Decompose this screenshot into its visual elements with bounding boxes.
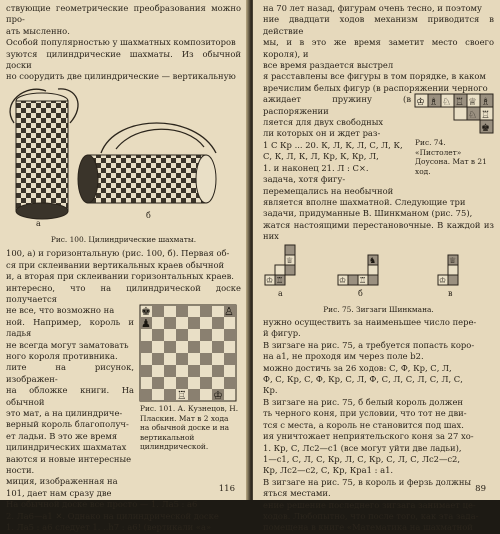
text-line: 2. Ла6—а1 ✕. Однако на цилиндрической доске	[6, 510, 219, 521]
figure-74-caption: Рис. 74. «Пистолет» Доусона. Мат в 21 ход.	[415, 138, 487, 176]
figure-101	[140, 305, 240, 499]
text-line: ся при склеивании вертикальных краев обычной	[6, 259, 225, 270]
right-page	[253, 0, 500, 533]
svg-text:♔: ♔	[339, 275, 347, 285]
chess-piece-icon: ♟	[141, 317, 151, 331]
text-line: цилиндрических шахматах	[6, 442, 127, 453]
text-line: миция, изображенная на	[6, 476, 118, 487]
svg-text:♕: ♕	[286, 255, 294, 265]
svg-text:♕: ♕	[449, 255, 457, 265]
svg-text:♗: ♗	[429, 97, 439, 109]
right-top-block	[263, 3, 494, 94]
text-line: зуются цилиндрические шахматы. Из обычной доски	[6, 48, 241, 71]
svg-text:♘: ♘	[468, 110, 478, 122]
chess-piece-icon: ♖	[177, 389, 187, 403]
text-line: Ф, С, Кр, С, Ф, Кр, С, Л, Ф, С, Л, С, Л, С, Л, С,	[263, 374, 463, 385]
text-line: перемещались на необычной	[263, 185, 394, 196]
text-line: является вполне шахматной. Следующие три	[263, 196, 466, 207]
text-line: мы, и в это же время заметит место своего короля), и	[263, 37, 494, 59]
text-line: й фигур.	[263, 328, 301, 339]
svg-text:♖: ♖	[481, 110, 491, 122]
text-line: 1. и наконец 21. Л : С×.	[263, 162, 369, 173]
figure-100	[6, 83, 241, 233]
text-line: я расставлены все фигуры в том порядке, в каком	[263, 71, 486, 82]
text-line: ть черного коня, при условии, что тот не дви-	[263, 408, 467, 419]
text-line: все время раздается выстрел	[263, 60, 394, 71]
text-line: Особой популярностью у шахматных композиторов	[6, 37, 236, 48]
text-line: В зигзаге на рис. 75, а требуется попасть коро-	[263, 339, 475, 350]
figure-label-a: а	[278, 288, 283, 298]
figure-100-caption: Рис. 100. Цилиндрические шахматы.	[50, 234, 197, 244]
pistol-diagram	[415, 94, 493, 138]
figure-label-b: б	[146, 210, 151, 220]
text-line: лите на рисунок, изображен-	[6, 362, 134, 384]
svg-text:♖: ♖	[276, 275, 284, 285]
figure-101-caption: Рис. 101. А. Кузнецов, Н. Пласкин. Мат в 2 хода на обычной доске и на вертикальной цилиндрической.	[140, 404, 239, 452]
text-line: ия уничтожает неприятельского коня за 27 хо-	[263, 431, 474, 442]
svg-text:♕: ♕	[468, 97, 478, 109]
text-line: ляется для двух свободных	[263, 117, 384, 128]
text-line: ение решение последнего зигзага занимает це-	[263, 499, 476, 510]
text-line: тся с места, а король не становится под шах.	[263, 419, 464, 430]
right-fig74-row	[263, 94, 494, 197]
text-line: ходов. Любопытно, что после того, как эта зада-	[263, 510, 479, 521]
svg-text:♔: ♔	[416, 97, 426, 109]
text-line: но соорудить две цилиндрические — вертикальную	[6, 71, 236, 82]
svg-text:♚: ♚	[481, 123, 491, 135]
figure-label-a: а	[36, 218, 41, 228]
text-line: ной. Например, король и ладья	[6, 316, 134, 339]
text-line: задачи, придуманные В. Шинкманом (рис. 75),	[263, 208, 473, 219]
text-line: можно достичь за 26 ходов: С, Ф, Кр, С, Л,	[263, 362, 452, 373]
svg-text:♔: ♔	[266, 275, 274, 285]
text-line: В зигзаге на рис. 75, в король и ферзь должны	[263, 476, 472, 487]
text-line: и, а вторая при склеивании горизонтальных краев.	[6, 271, 234, 282]
figure-label-b: б	[358, 288, 363, 298]
text-line: 1—c1, С, Л, С, Кр, Л, С, Кр, С, Л, С, Лс2—c2,	[263, 453, 461, 464]
cylinder-illustration	[6, 83, 241, 233]
text-line: яться местами.	[263, 488, 331, 499]
text-line: На обычной доске все просто — 1. Ла5 : а6	[6, 499, 198, 510]
text-line: 100, а) и горизонтальную (рис. 100, б). Первая об-	[6, 248, 230, 259]
left-top-text	[6, 3, 241, 83]
svg-text:♖: ♖	[455, 97, 465, 109]
text-line: на а1, не проходя им через поле b2.	[263, 351, 424, 362]
text-line: не всегда могут заматовать	[6, 339, 129, 350]
text-line: интересно, что на цилиндрической доске получается	[6, 282, 241, 304]
svg-text:♞: ♞	[369, 255, 377, 265]
chess-piece-icon: ♚	[141, 305, 151, 319]
text-line: помещена в книге «Математика на шахматной	[263, 522, 473, 533]
figure-75-caption: Рис. 75. Зигзаги Шинкмана.	[323, 304, 434, 314]
text-line: жатся настоящими перестановочные. В каждой из них	[263, 219, 494, 242]
text-line: верный король благополуч-	[6, 419, 129, 430]
text-line: это мат, а на цилиндриче-	[6, 408, 123, 419]
text-line: ствующие геометрические преобразования можно про-	[6, 3, 241, 25]
page-number: 89	[475, 484, 486, 494]
left-middle-block	[6, 248, 241, 533]
svg-text:♔: ♔	[439, 275, 447, 285]
text-line: ет ладьи. В это же время	[6, 430, 118, 441]
text-line: ного короля противника.	[6, 351, 118, 361]
text-line: на 70 лет назад, фигурам очень тесно, и поэтому	[263, 3, 482, 13]
figure-label-c: в	[448, 288, 453, 298]
text-line: В зигзаге на рис. 75, б белый король должен	[263, 396, 464, 407]
text-line: не все, что возможно на	[6, 305, 115, 316]
text-line: ние двадцати ходов механизм приводится в действие	[263, 14, 494, 36]
text-line: 1 С Кр ... 20. К, Л, К, Л, С, Л, К,	[263, 139, 403, 150]
chess-board	[140, 305, 236, 401]
text-line: 1. Ла5 : а6 следует 1. ..h7 : а6! (вертикали «а»	[6, 522, 212, 533]
text-line: Кр, Лс2—c2, С, Кр, Кра1 : а1.	[263, 465, 394, 476]
zigzag-diagrams	[263, 245, 493, 295]
chess-piece-icon: ♙	[224, 305, 234, 319]
right-bottom-text	[263, 317, 494, 534]
text-line: на обложке книги. На обычной	[6, 385, 134, 407]
figure-74	[415, 94, 494, 197]
text-line: 101, дает нам сразу две	[6, 487, 112, 498]
left-page	[0, 0, 249, 533]
text-line: С, К, Л, К, Л, Кр, К, Кр, Л,	[263, 151, 379, 162]
text-line: Кр.	[263, 385, 278, 396]
page-number: 116	[218, 484, 235, 494]
svg-text:♘: ♘	[442, 97, 452, 109]
chess-piece-icon: ♔	[213, 389, 223, 403]
svg-text:♖: ♖	[359, 275, 367, 285]
text-line: ажидает пружину (в распоряжении	[263, 94, 412, 116]
figure-75	[263, 245, 494, 305]
text-line: 1. Кр, С, Лс2—c1 (все могут уйти две ладьи),	[263, 442, 462, 453]
text-line: ли которых он и ждет раз-	[263, 128, 381, 139]
left-narrow-column	[6, 305, 134, 499]
text-line: ваются и новые интересные	[6, 453, 132, 464]
text-line: ать мысленно.	[6, 25, 70, 36]
text-line: ности.	[6, 465, 35, 476]
text-line: нужно осуществить за наименьшее число пере-	[263, 317, 477, 328]
text-line: задача, хотя фигу-	[263, 174, 346, 185]
svg-text:♗: ♗	[481, 97, 491, 109]
text-line: вречислим белых фигур (в распоряжении черного	[263, 82, 488, 93]
